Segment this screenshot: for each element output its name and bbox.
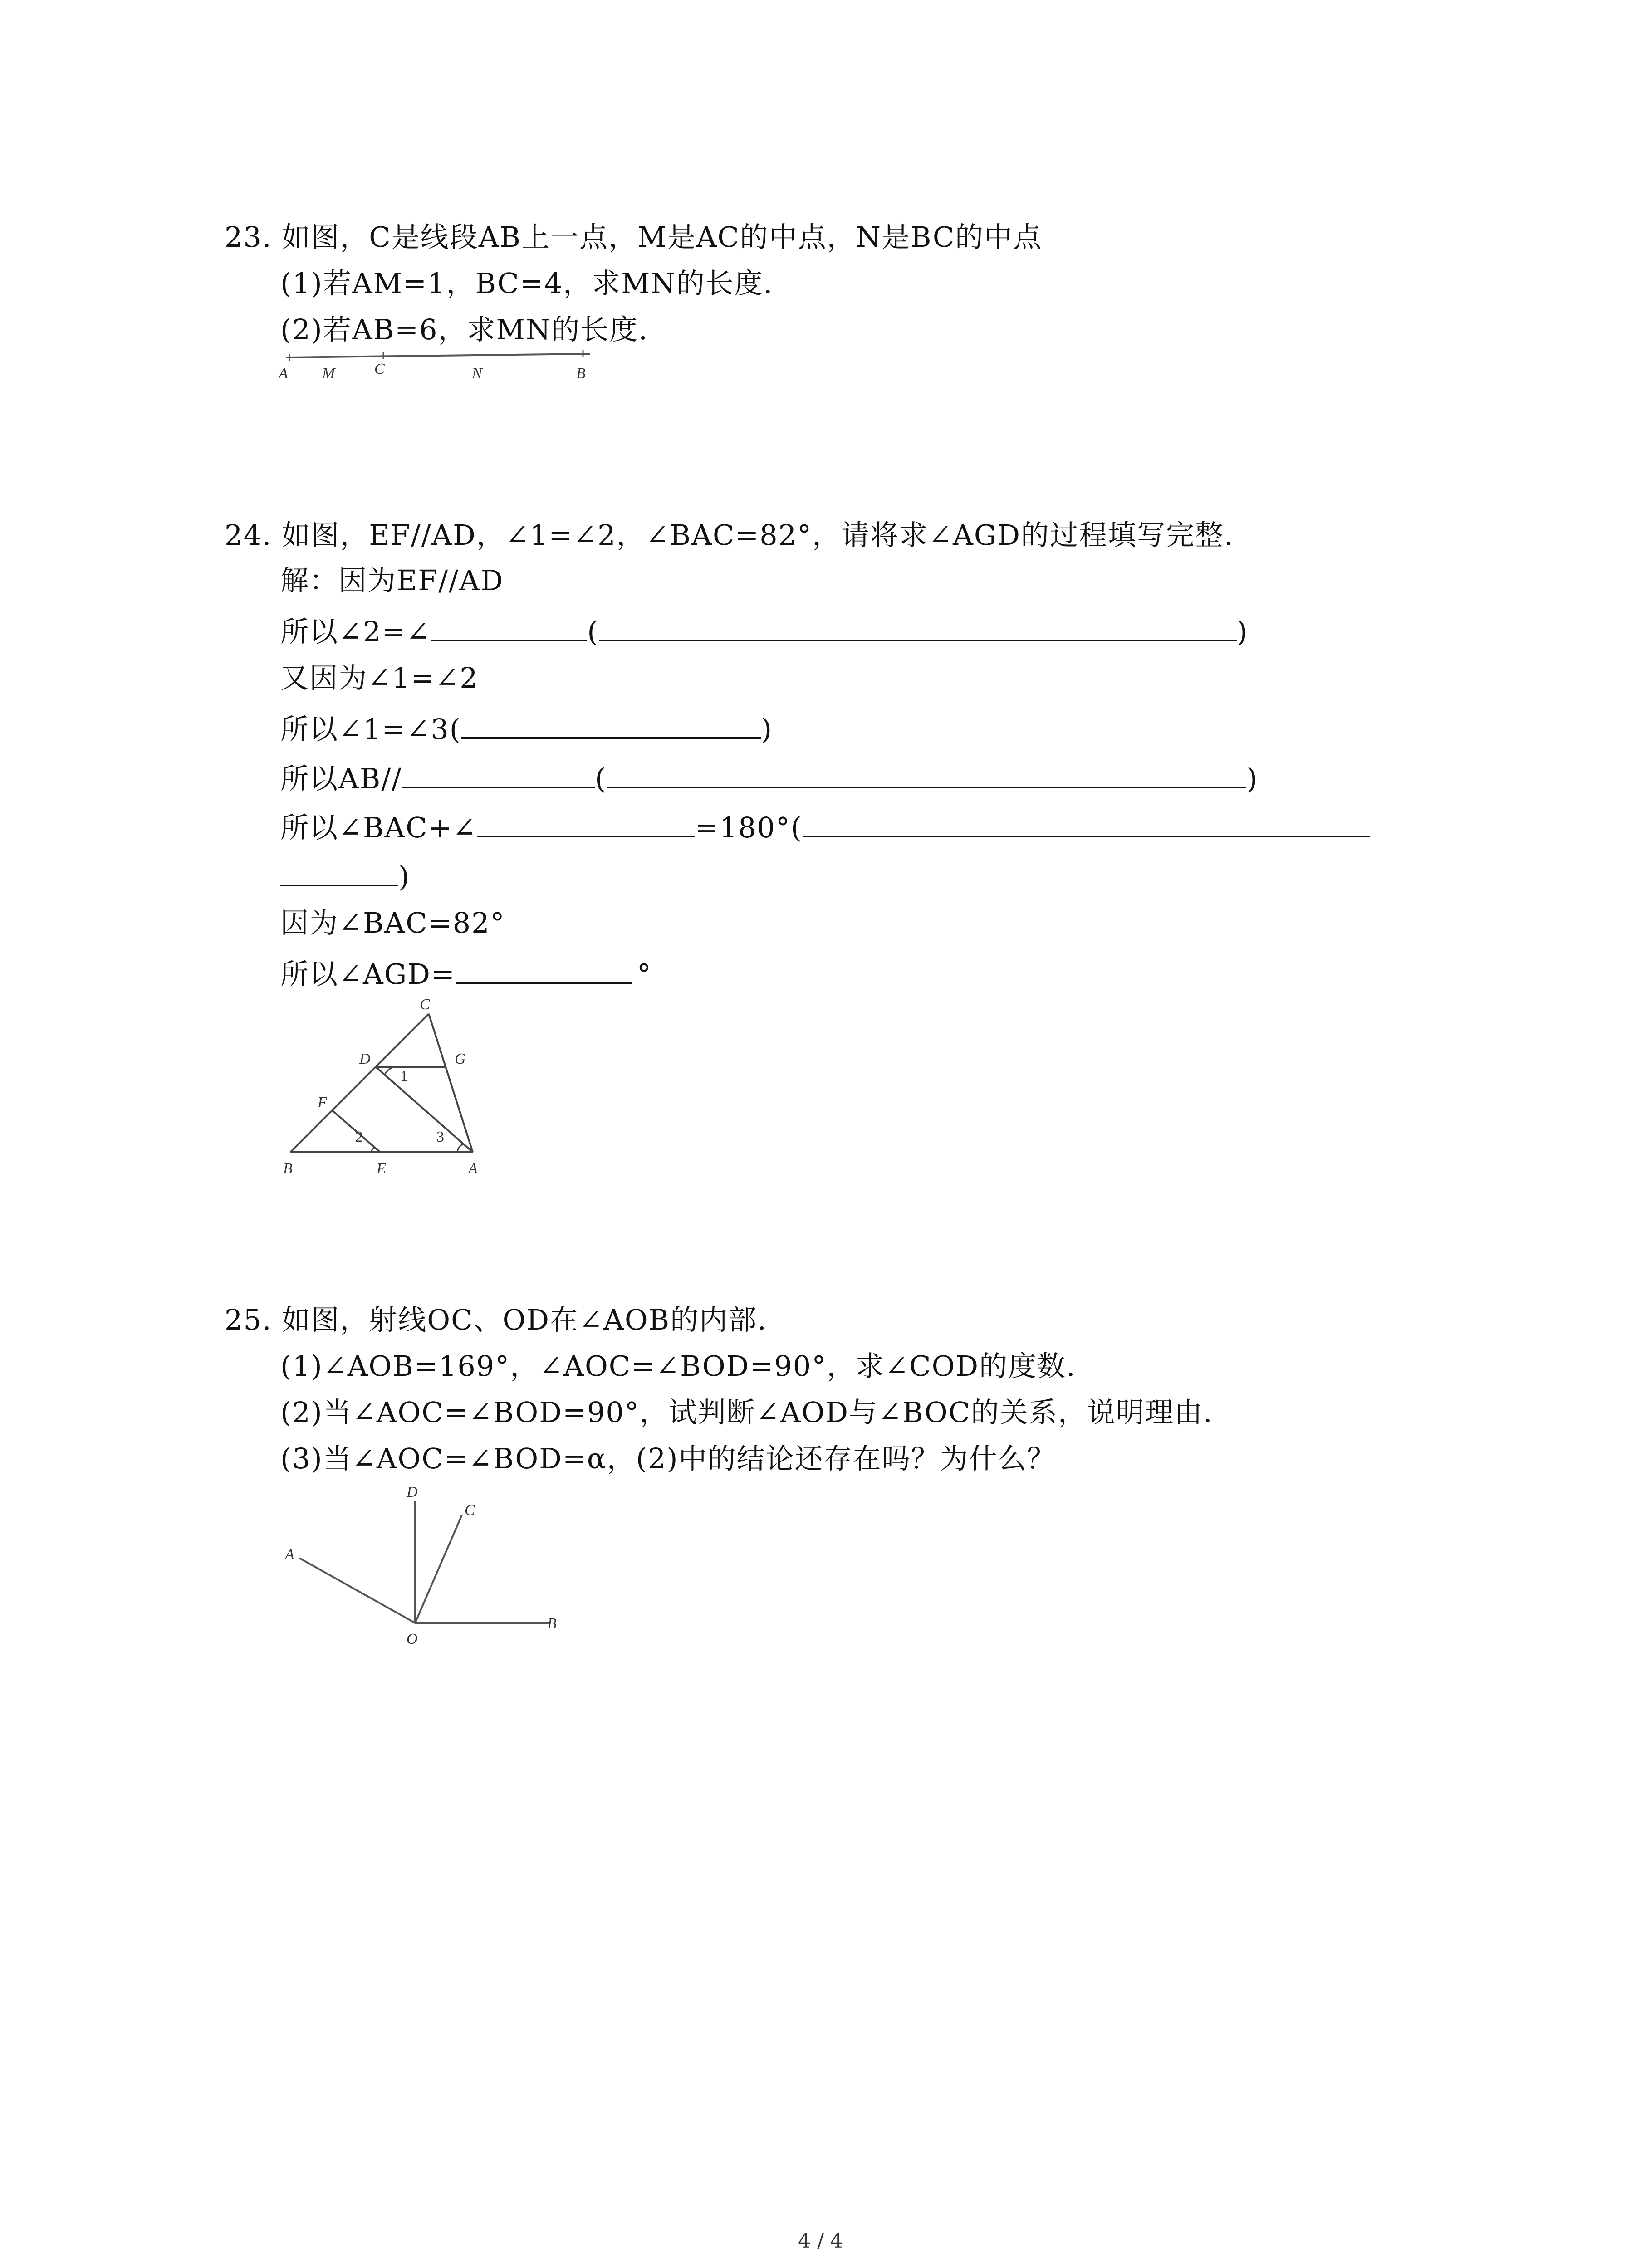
label-1: 1: [400, 1068, 408, 1085]
q24-line5-text: 所以AB//: [280, 762, 402, 795]
q24-blank-answer[interactable]: [456, 954, 632, 984]
q24-line6-text: 所以∠BAC+∠: [280, 811, 477, 844]
q24-line6-mid: =180°(: [695, 811, 803, 844]
q24-blank-angle[interactable]: [431, 611, 587, 641]
page-number: 4 / 4: [798, 2229, 843, 2253]
q24-triangle-figure: [272, 996, 508, 1177]
q24-line2: [280, 611, 1249, 650]
q24-line3: 又因为∠1=∠2: [280, 661, 479, 694]
q24-line4: [280, 709, 773, 748]
q25-stem: 25. 如图，射线OC、OD在∠AOB的内部.: [225, 1303, 767, 1336]
label-M: M: [322, 365, 335, 382]
q24-line6: [280, 807, 1370, 846]
label-C: C: [465, 1502, 475, 1519]
label-B: B: [576, 365, 586, 382]
q25-angle-figure: [272, 1479, 581, 1651]
q24-blank-reason-4[interactable]: [803, 807, 1370, 837]
label-B: B: [283, 1160, 293, 1177]
label-C: C: [374, 361, 385, 377]
q24-line5: [280, 758, 1259, 797]
q24-line9-degree: °: [637, 958, 652, 991]
q24-blank-reason-4-cont[interactable]: [280, 856, 398, 886]
q24-line1: 解：因为EF//AD: [280, 564, 504, 597]
label-E: E: [377, 1160, 386, 1177]
q25-part1: (1)∠AOB=169°，∠AOC=∠BOD=90°，求∠COD的度数.: [280, 1349, 1076, 1383]
label-O: O: [407, 1631, 418, 1647]
q23-segment-figure: [272, 345, 617, 386]
q24-blank-reason-1[interactable]: [599, 611, 1237, 641]
q24-line2-close: ): [1236, 615, 1249, 648]
q24-line2-text: 所以∠2=∠: [280, 615, 431, 648]
q24-blank-angle-2[interactable]: [477, 807, 695, 837]
q24-stem: 24. 如图，EF//AD，∠1=∠2，∠BAC=82°，请将求∠AGD的过程填写完整.: [225, 518, 1234, 552]
q24-line4-close: ): [760, 713, 773, 746]
q25-part3: (3)当∠AOC=∠BOD=α，(2)中的结论还存在吗？为什么？: [280, 1442, 1056, 1475]
q24-line7: [280, 856, 410, 895]
label-C: C: [420, 996, 430, 1013]
label-A: A: [285, 1546, 294, 1563]
q24-line2-open: (: [587, 615, 599, 648]
q25-part2: (2)当∠AOC=∠BOD=90°，试判断∠AOD与∠BOC的关系，说明理由.: [280, 1396, 1213, 1429]
label-A: A: [468, 1160, 478, 1177]
label-3: 3: [436, 1129, 444, 1145]
label-A: A: [279, 365, 288, 382]
q24-blank-parallel[interactable]: [402, 758, 595, 788]
label-D: D: [407, 1484, 418, 1501]
q23-stem: 23. 如图，C是线段AB上一点，M是AC的中点，N是BC的中点: [225, 220, 1043, 254]
label-2: 2: [355, 1129, 363, 1145]
q24-blank-reason-3[interactable]: [607, 758, 1246, 788]
q24-line9: [280, 954, 652, 992]
q24-line5-open: (: [595, 762, 607, 795]
label-B: B: [547, 1615, 557, 1632]
q24-line8: 因为∠BAC=82°: [280, 906, 505, 939]
q23-part1: (1)若AM=1，BC=4，求MN的长度.: [280, 267, 774, 300]
q24-line5-close: ): [1246, 762, 1259, 795]
q23-part2: (2)若AB=6，求MN的长度.: [280, 313, 648, 346]
label-D: D: [359, 1051, 371, 1067]
q24-line4-text: 所以∠1=∠3(: [280, 713, 461, 746]
q24-line7-close: ): [398, 860, 411, 893]
q24-blank-reason-2[interactable]: [461, 709, 761, 739]
label-N: N: [472, 365, 482, 382]
q24-line9-text: 所以∠AGD=: [280, 958, 456, 991]
label-F: F: [318, 1094, 327, 1111]
label-G: G: [455, 1051, 466, 1067]
